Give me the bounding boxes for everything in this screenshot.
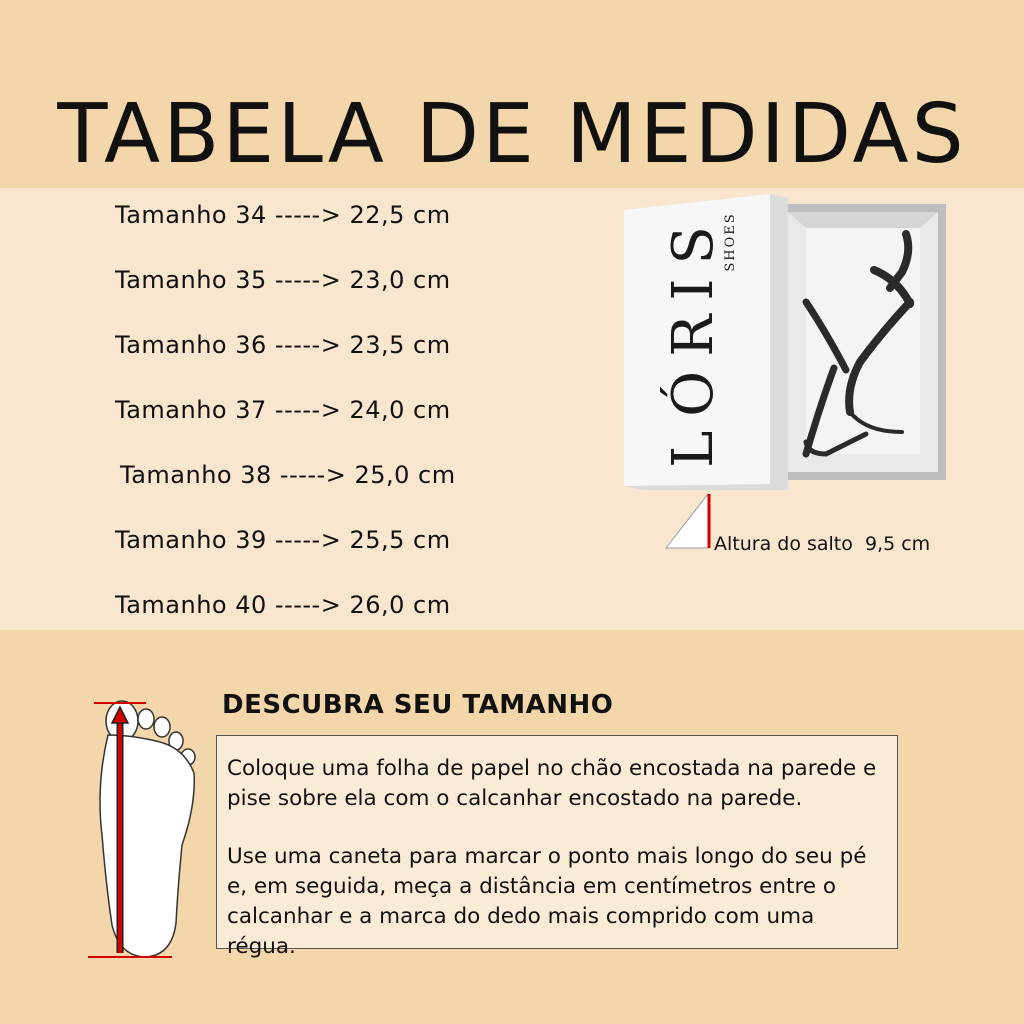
section-title: DESCUBRA SEU TAMANHO bbox=[222, 690, 614, 720]
heel-value: 9,5 cm bbox=[864, 533, 931, 555]
foot-measure-icon bbox=[86, 695, 206, 965]
size-value: 23,0 cm bbox=[349, 266, 451, 294]
size-arrow: -----> bbox=[274, 526, 342, 554]
size-arrow: -----> bbox=[274, 331, 342, 359]
size-row-40 bbox=[115, 591, 451, 619]
size-row-38 bbox=[120, 461, 456, 489]
box-brand: LÓRIS bbox=[661, 212, 726, 468]
size-value: 25,5 cm bbox=[349, 526, 451, 554]
size-value: 22,5 cm bbox=[349, 201, 451, 229]
size-label: Tamanho 36 bbox=[115, 331, 267, 359]
size-row-34 bbox=[115, 201, 451, 229]
instruction-paragraph: Use uma caneta para marcar o ponto mais longo do seu pé e, em seguida, meça a distância em centímetros entre o calcanhar e a marca do dedo mais comprido com uma régua. bbox=[227, 844, 867, 959]
size-label: Tamanho 37 bbox=[115, 396, 267, 424]
size-arrow: -----> bbox=[274, 396, 342, 424]
size-row-37 bbox=[115, 396, 451, 424]
size-value: 25,0 cm bbox=[354, 461, 456, 489]
size-arrow: -----> bbox=[274, 201, 342, 229]
instructions-box bbox=[216, 735, 898, 959]
heel-label: Altura do salto bbox=[714, 533, 853, 555]
size-value: 23,5 cm bbox=[349, 331, 451, 359]
size-value: 24,0 cm bbox=[349, 396, 451, 424]
size-label: Tamanho 38 bbox=[120, 461, 272, 489]
box-brand-sub: SHOES bbox=[723, 212, 738, 272]
heel-height-text bbox=[714, 533, 930, 555]
heel-height-icon bbox=[664, 490, 714, 552]
size-row-36 bbox=[115, 331, 451, 359]
size-arrow: -----> bbox=[279, 461, 347, 489]
size-arrow: -----> bbox=[274, 591, 342, 619]
size-label: Tamanho 39 bbox=[115, 526, 267, 554]
size-label: Tamanho 40 bbox=[115, 591, 267, 619]
size-label: Tamanho 35 bbox=[115, 266, 267, 294]
page-title: TABELA DE MEDIDAS bbox=[57, 86, 967, 182]
size-row-35 bbox=[115, 266, 451, 294]
size-label: Tamanho 34 bbox=[115, 201, 267, 229]
size-value: 26,0 cm bbox=[349, 591, 451, 619]
shoe-box-image bbox=[620, 192, 950, 492]
size-arrow: -----> bbox=[274, 266, 342, 294]
size-row-39 bbox=[115, 526, 451, 554]
instruction-paragraph: Coloque uma folha de papel no chão encostada na parede e pise sobre ela com o calcanhar encostado na parede. bbox=[227, 756, 877, 811]
